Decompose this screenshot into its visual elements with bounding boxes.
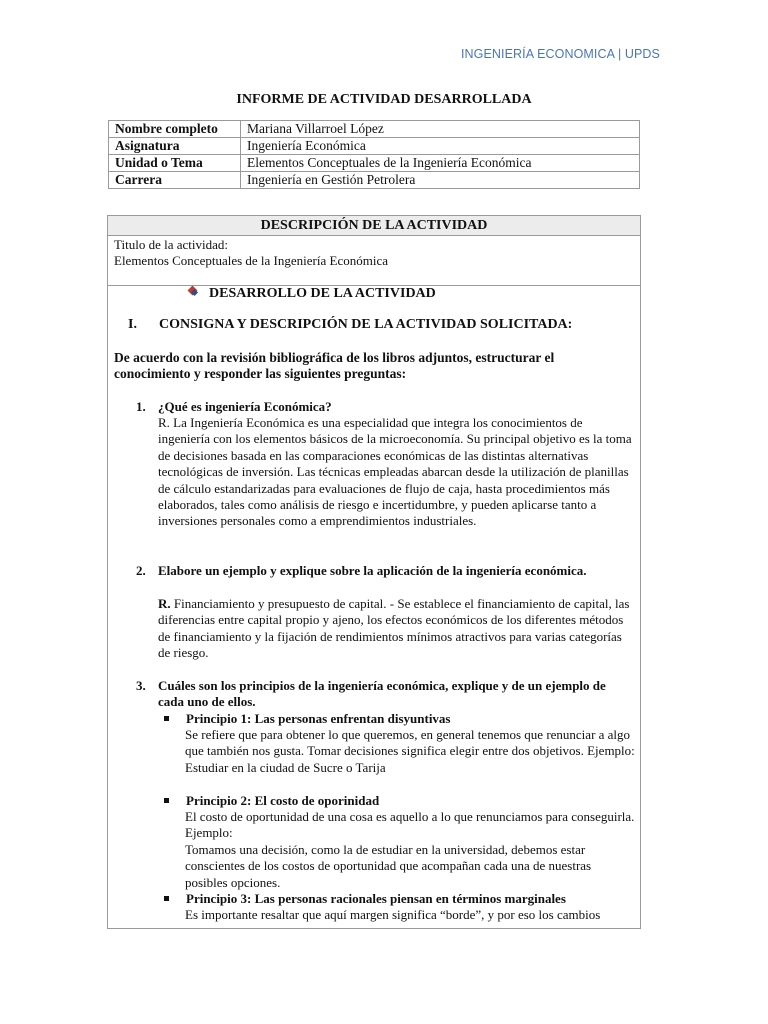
info-key: Unidad o Tema [109, 155, 241, 172]
document-title: INFORME DE ACTIVIDAD DESARROLLADA [236, 92, 532, 107]
principle-1-title: Principio 1: Las personas enfrentan disyuntivas [186, 711, 626, 727]
info-key: Carrera [109, 172, 241, 189]
activity-title-label: Titulo de la actividad: [114, 237, 228, 252]
answer-text: Financiamiento y presupuesto de capital. - Se establece el financiamiento de capital, las diferencias entre capital propio y ajeno, los efectos económicos de los diferentes métodos de financiamiento y la fijación de rendimientos mínimos atractivos para varias categorías de riesgo. [158, 596, 630, 661]
principle-3-title: Principio 3: Las personas racionales piensan en términos marginales [186, 891, 626, 907]
activity-title-cell [108, 236, 640, 286]
section-title: CONSIGNA Y DESCRIPCIÓN DE LA ACTIVIDAD SOLICITADA: [159, 317, 573, 332]
table-row [109, 138, 640, 155]
square-bullet-icon [164, 896, 169, 901]
info-table [108, 120, 640, 189]
table-row [109, 155, 640, 172]
question-text: ¿Qué es ingeniería Económica? [158, 399, 332, 414]
diamond-bullet-icon [188, 287, 197, 296]
info-value: Mariana Villarroel López [241, 121, 640, 138]
activity-box [107, 215, 641, 929]
section-heading [128, 317, 572, 333]
table-row [109, 172, 640, 189]
activity-header: DESCRIPCIÓN DE LA ACTIVIDAD [108, 216, 640, 236]
question-2 [136, 563, 628, 579]
principle-1-example: Estudiar en la ciudad de Sucre o Tarija [185, 759, 386, 775]
question-3 [136, 678, 628, 711]
info-value: Elementos Conceptuales de la Ingeniería Económica [241, 155, 640, 172]
principle-2-text: El costo de oportunidad de una cosa es aquello a lo que renunciamos para conseguirla. Ejemplo: Tomamos una decisión, como la de estudiar en la universidad, debemos estar conscientes de los costos de oportunidad que acompañan cada una de nuestras posibles opciones. [185, 809, 635, 890]
info-key: Nombre completo [109, 121, 241, 138]
principle-2-example: Tomamos una decisión, como la de estudiar en la universidad, debemos estar conscientes de los costos de oportunidad que acompañan cada una de nuestras posibles opciones. [185, 841, 592, 890]
question-number: 1. [136, 399, 146, 414]
question-text: Cuáles son los principios de la ingeniería económica, explique y de un ejemplo de cada uno de ellos. [158, 678, 606, 710]
principle-3-text: Es importante resaltar que aquí margen significa “borde”, y por eso los cambios [185, 907, 601, 922]
question-text: Elabore un ejemplo y explique sobre la aplicación de la ingeniería económica. [158, 563, 587, 578]
info-value: Ingeniería en Gestión Petrolera [241, 172, 640, 189]
development-label: DESARROLLO DE LA ACTIVIDAD [209, 286, 436, 301]
intro-text: De acuerdo con la revisión bibliográfica de los libros adjuntos, estructurar el conocimiento y responder las siguientes preguntas: [114, 350, 555, 382]
development-heading [188, 286, 436, 302]
answer-label: R. [158, 596, 171, 611]
square-bullet-icon [164, 798, 169, 803]
answer-1: R. La Ingeniería Económica es una especialidad que integra los conocimientos de ingeniería con los elementos básicos de la microeconomía. Su principal objetivo es la toma de decisiones basada en las comparaciones económicas de las distintas alternativas tecnológicas de inversión. Las técnicas empleadas abarcan desde la utilización de planillas de cálculo estandarizadas para evaluaciones de flujo de caja, hasta procedimientos más elaborados, tales como análisis de riesgo e incertidumbre, y pueden aplicarse tanto a inversiones personales como a emprendimientos industriales. [158, 415, 632, 529]
question-number: 2. [136, 563, 146, 578]
answer-2 [158, 596, 633, 662]
table-row [109, 121, 640, 138]
question-1 [136, 399, 628, 415]
principle-1-text: Se refiere que para obtener lo que queremos, en general tenemos que renunciar a algo que también nos gusta. Tomar decisiones significa elegir entre dos objetivos. Ejemplo: Estudiar en la ciudad de Sucre o Tarija [185, 727, 635, 775]
principle-2-title: Principio 2: El costo de oporinidad [186, 793, 626, 809]
section-number: I. [128, 317, 137, 332]
question-number: 3. [136, 678, 146, 693]
square-bullet-icon [164, 716, 169, 721]
page-header: INGENIERÍA ECONOMICA | UPDS [460, 47, 660, 61]
info-key: Asignatura [109, 138, 241, 155]
activity-title-value: Elementos Conceptuales de la Ingeniería Económica [114, 253, 388, 268]
info-value: Ingeniería Económica [241, 138, 640, 155]
